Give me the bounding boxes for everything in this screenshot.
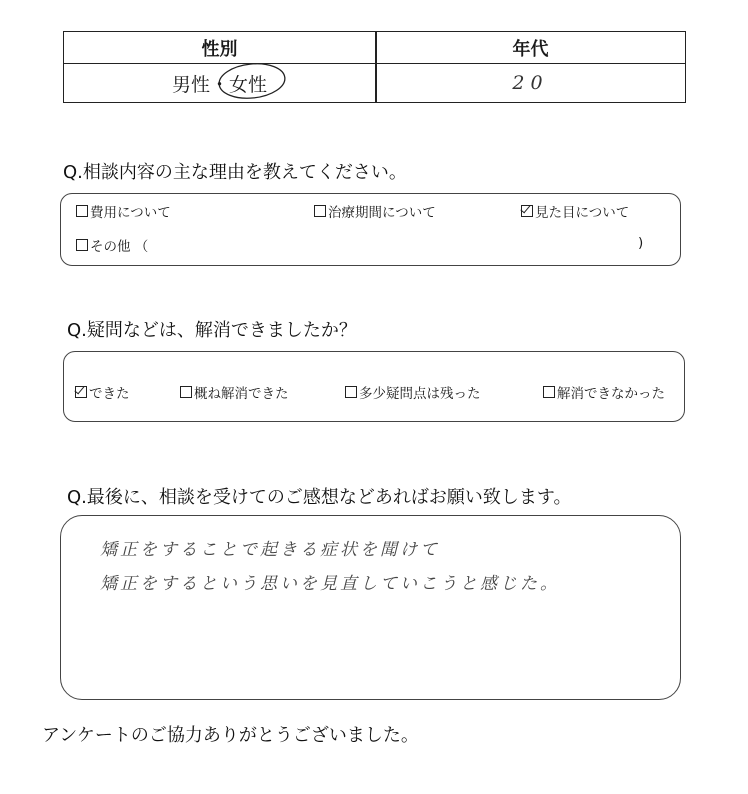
gender-header: 性別 (201, 39, 238, 60)
q2-option-some-remaining-label: 多少疑問点は残った (359, 386, 481, 402)
q2-option-not-resolved-label: 解消できなかった (557, 386, 665, 402)
q2-option-mostly-resolved[interactable] (180, 382, 289, 402)
q1-option-appearance-label: 見た目について (535, 205, 630, 221)
q1-option-cost[interactable] (76, 201, 171, 221)
selection-circle-mark (215, 60, 291, 104)
checked-checkbox-icon[interactable] (521, 205, 533, 217)
age-value: 20 (512, 72, 549, 94)
q3-answer-line-2: 矯正をするという思いを見直していこうと感じた。 (100, 574, 560, 594)
thank-you-message: アンケートのご協力ありがとうございました。 (42, 725, 419, 746)
gender-female-label: 女性 (229, 73, 268, 96)
q1-option-duration[interactable] (314, 201, 436, 221)
gender-option-female[interactable] (229, 70, 267, 97)
gender-separator: ・ (209, 73, 229, 96)
q1-option-duration-label: 治療期間について (328, 205, 436, 221)
q2-option-resolved[interactable] (75, 382, 130, 402)
checkbox-icon[interactable] (76, 239, 88, 251)
q2-option-not-resolved[interactable] (543, 382, 665, 402)
q1-question: Q.相談内容の主な理由を教えてください。 (63, 162, 407, 183)
gender-options (64, 64, 375, 102)
q2-option-mostly-resolved-label: 概ね解消できた (194, 386, 289, 402)
q2-option-resolved-label: できた (89, 386, 130, 402)
q1-option-other-label: その他 （ (90, 239, 149, 255)
q2-option-some-remaining[interactable] (345, 382, 481, 402)
checkbox-icon[interactable] (76, 205, 88, 217)
checkbox-icon[interactable] (345, 386, 357, 398)
q2-question: Q.疑問などは、解消できましたか？ (67, 320, 357, 341)
q1-option-other[interactable] (76, 235, 148, 255)
checkbox-icon[interactable] (180, 386, 192, 398)
q1-option-appearance[interactable] (521, 201, 629, 221)
checkbox-icon[interactable] (543, 386, 555, 398)
q3-question: Q.最後に、相談を受けてのご感想などあればお願い致します。 (67, 487, 572, 508)
profile-table (63, 31, 686, 103)
gender-option-male[interactable]: 男性 (171, 73, 210, 96)
q3-answer-line-1: 矯正をすることで起きる症状を聞けて (100, 540, 440, 560)
age-header: 年代 (512, 39, 549, 60)
q1-option-cost-label: 費用について (90, 205, 171, 221)
checked-checkbox-icon[interactable] (75, 386, 87, 398)
q1-other-close-paren: ) (638, 235, 644, 251)
checkbox-icon[interactable] (314, 205, 326, 217)
